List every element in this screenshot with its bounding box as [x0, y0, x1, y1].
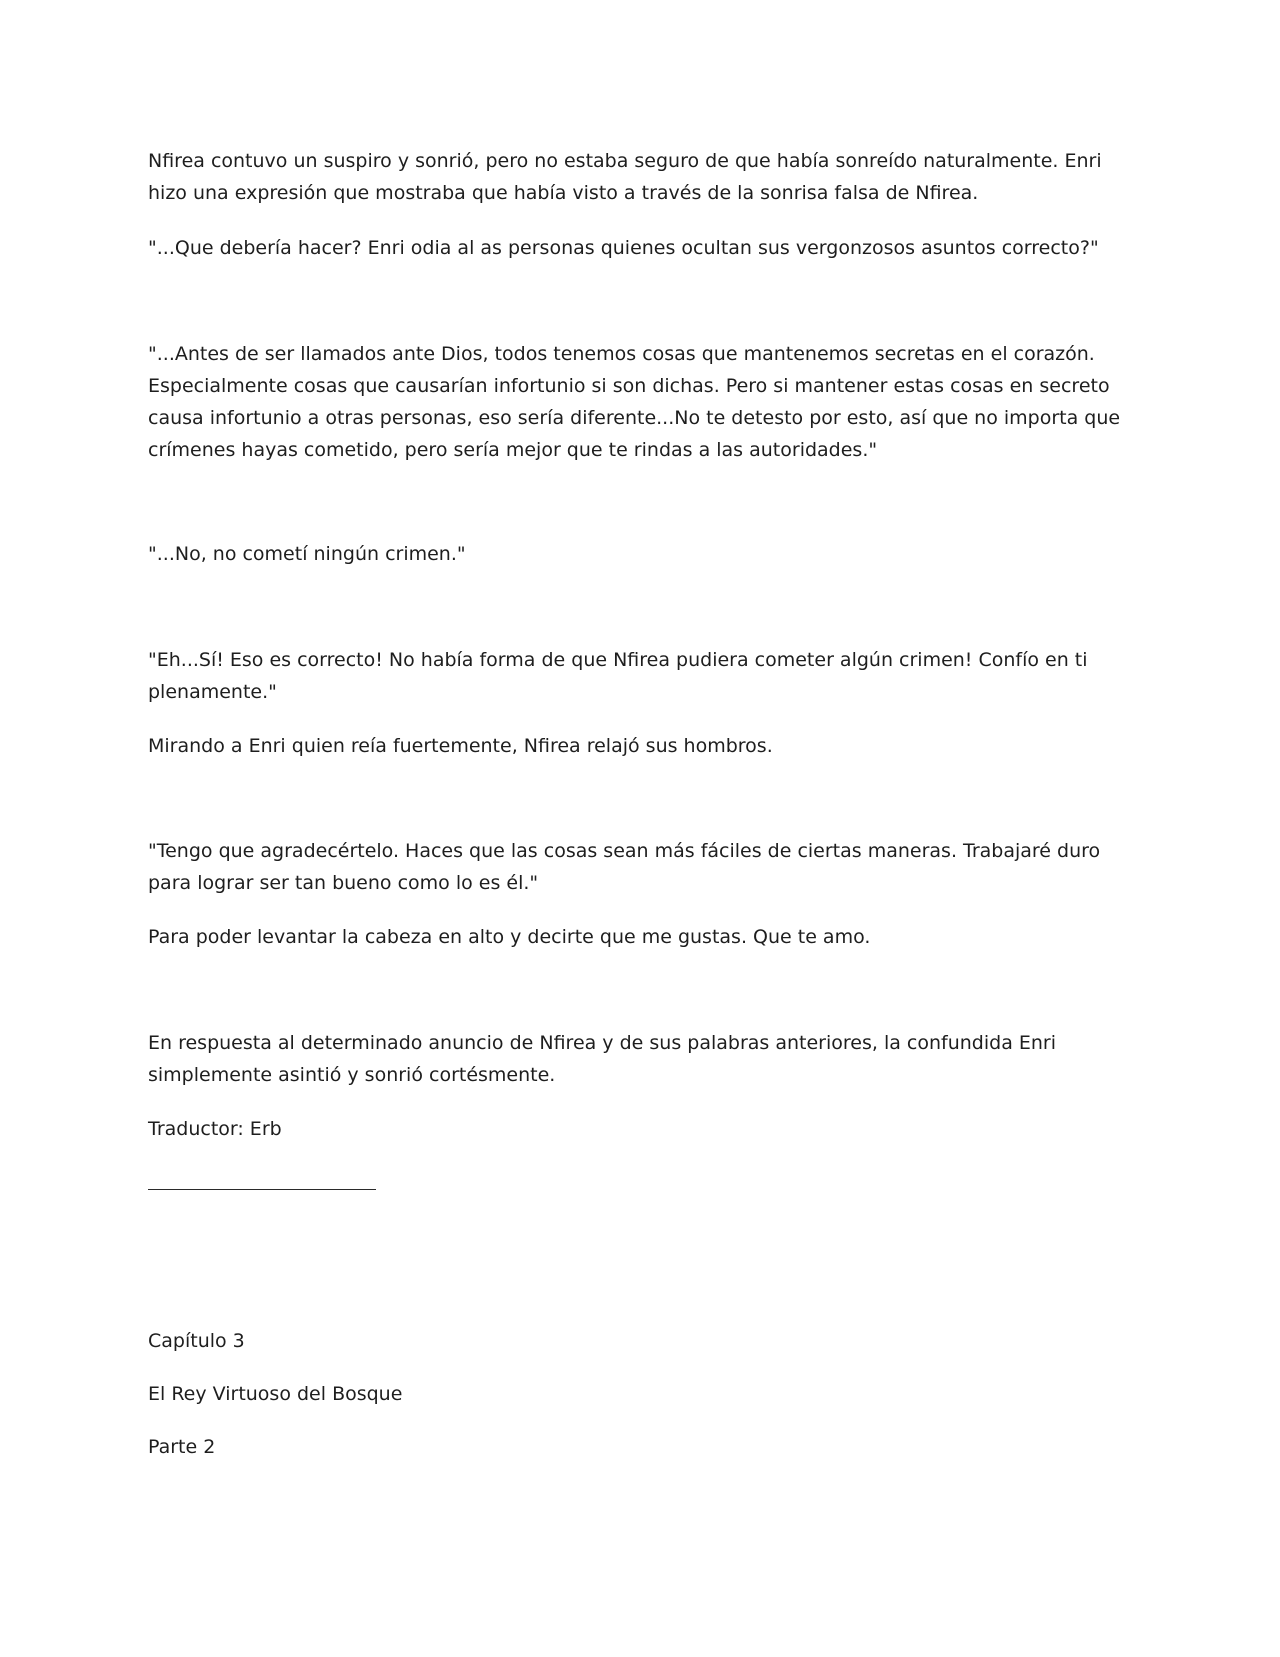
paragraph-8: Para poder levantar la cabeza en alto y decirte que me gustas. Que te amo. — [148, 926, 871, 948]
paragraph-9: En respuesta al determinado anuncio de Nfirea y de sus palabras anteriores, la confundida Enri simplemente asintió y sonrió cortésmente. — [148, 1032, 1057, 1086]
translator-credit: Traductor: Erb — [148, 1118, 282, 1140]
paragraph-1: Nfirea contuvo un suspiro y sonrió, pero no estaba seguro de que había sonreído naturalmente. Enri hizo una expresión que mostraba que había visto a través de la sonrisa falsa de Nfirea. — [148, 150, 1102, 204]
paragraph-4: "...No, no cometí ningún crimen." — [148, 543, 466, 565]
paragraph-6: Mirando a Enri quien reía fuertemente, Nfirea relajó sus hombros. — [148, 735, 773, 757]
separator-line — [148, 1189, 376, 1190]
chapter-title: El Rey Virtuoso del Bosque — [148, 1383, 403, 1405]
paragraph-2: "...Que debería hacer? Enri odia al as personas quienes ocultan sus vergonzosos asuntos correcto?" — [148, 237, 1099, 259]
paragraph-7: "Tengo que agradecértelo. Haces que las cosas sean más fáciles de ciertas maneras. Trabajaré duro para lograr ser tan bueno como lo es él." — [148, 840, 1101, 894]
chapter-number: Capítulo 3 — [148, 1330, 245, 1352]
chapter-part: Parte 2 — [148, 1436, 216, 1458]
paragraph-3: "...Antes de ser llamados ante Dios, todos tenemos cosas que mantenemos secretas en el corazón. Especialmente cosas que causarían infortunio si son dichas. Pero si mantener estas cosas en secreto causa infortunio a otras personas, eso sería diferente...No te detesto por esto, así que no importa que crímenes hayas cometido, pero sería mejor que te rindas a las autoridades." — [148, 343, 1121, 461]
paragraph-5: "Eh...Sí! Eso es correcto! No había forma de que Nfirea pudiera cometer algún crimen! Confío en ti plenamente." — [148, 649, 1088, 703]
